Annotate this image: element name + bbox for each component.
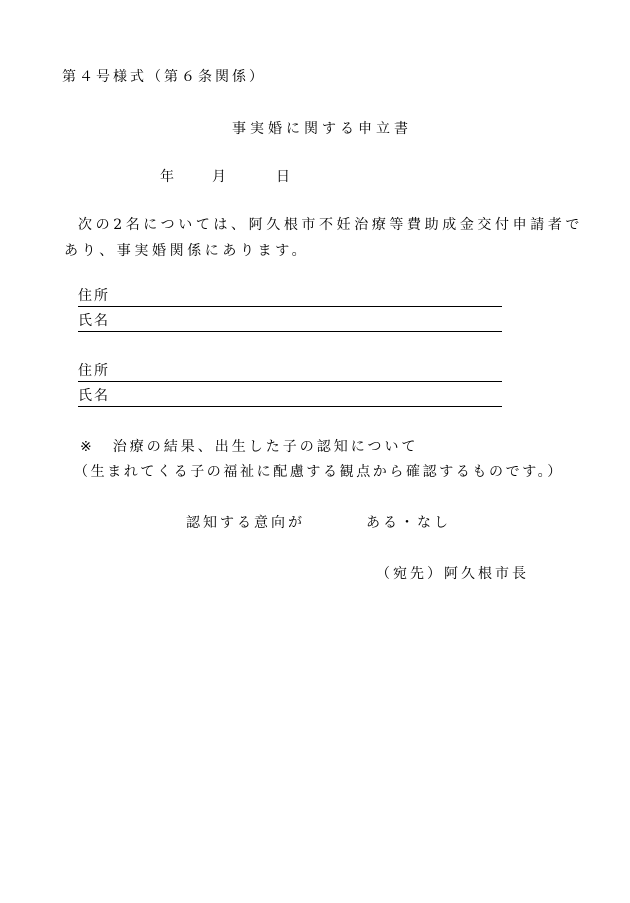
- person1-name-field[interactable]: [78, 313, 502, 332]
- statement-paragraph: 次の2名については、阿久根市不妊治療等費助成金交付申請者であり、事実婚関係にあります。: [64, 217, 584, 259]
- intent-options[interactable]: ある・なし: [366, 515, 451, 531]
- note-mark-icon: ※: [80, 439, 95, 455]
- note-heading: ※ 治療の結果、出生した子の認知について: [80, 439, 419, 455]
- date-month-label: 月: [212, 169, 226, 185]
- intent-question: 認知する意向が: [186, 515, 305, 531]
- note-subtext: （生まれてくる子の福祉に配慮する観点から確認するものです。）: [74, 464, 564, 480]
- name-label: 氏名: [78, 313, 110, 329]
- date-day-label: 日: [276, 169, 290, 185]
- person2-name-field[interactable]: [78, 388, 502, 407]
- addressee: （宛先）阿久根市長: [376, 566, 529, 582]
- address-label: 住所: [78, 288, 110, 304]
- date-year-label: 年: [160, 169, 174, 185]
- address-label: 住所: [78, 363, 110, 379]
- person1-address-field[interactable]: [78, 288, 502, 307]
- form-number: 第４号様式（第６条関係）: [62, 69, 266, 85]
- document-title: 事実婚に関する申立書: [232, 121, 412, 137]
- name-label: 氏名: [78, 388, 110, 404]
- person2-address-field[interactable]: [78, 363, 502, 382]
